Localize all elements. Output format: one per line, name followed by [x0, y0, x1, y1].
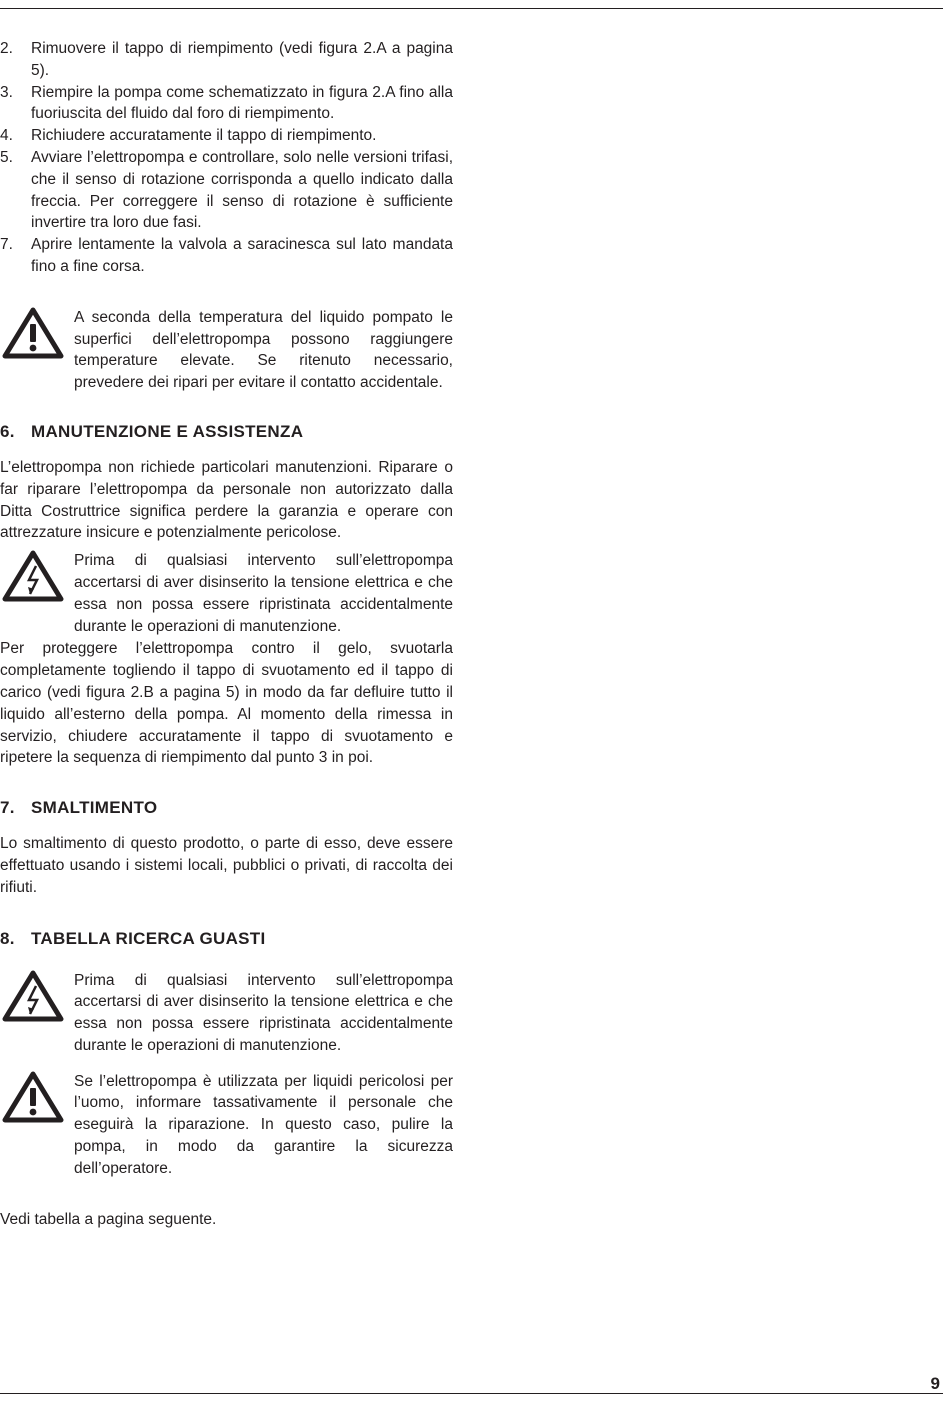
- list-item: 4. Richiudere accuratamente il tappo di riempimento.: [0, 127, 377, 145]
- electric-hazard-icon: [0, 550, 74, 637]
- bottom-rule: [0, 1393, 943, 1394]
- warning-icon: [0, 1071, 74, 1180]
- maintenance-intro: L’elettropompa non richiede particolari manutenzioni. Riparare o far riparare l’elettropompa da personale non autorizzato dalla Ditta Costruttrice significa perdere la garanzia e operare con attrezzature insicure e potenzialmente pericolose.: [0, 458, 453, 542]
- disposal-text: Lo smaltimento di questo prodotto, o parte di esso, deve essere effettuato usando i sistemi locali, pubblici o privati, di raccolta dei rifiuti.: [0, 835, 453, 896]
- electrical-warning-2: [0, 970, 453, 1057]
- see-table-text: Vedi tabella a pagina seguente.: [0, 1210, 217, 1228]
- section-7-heading: 7. SMALTIMENTO: [0, 798, 158, 818]
- frost-protection-text: Per proteggere l’elettropompa contro il gelo, svuotarla completamente togliendo il tappo di svuotamento ed il tappo di carico (vedi figura 2.B a pagina 5) in modo da far defluire tutto il liquido all’esterno della pompa. Al momento della rimessa in servizio, chiudere accuratamente il tappo di svuotamento e ripetere la sequenza di riempimento dal punto 3 in poi.: [0, 640, 453, 767]
- electrical-warning-1: [0, 550, 453, 637]
- temperature-warning-text: A seconda della temperatura del liquido pompato le superfici dell’elettropompa possono raggiungere temperature elevate. Se ritenuto necessario, prevedere dei ripari per evitare il contatto accidentale.: [74, 308, 453, 392]
- warning-icon: [0, 307, 74, 394]
- list-item: 5. Avviare l’elettropompa e controllare, solo nelle versioni trifasi, che il senso di rotazione corrisponda a quello indicato dalla freccia. Per correggere il senso di rotazione è sufficiente invertire tra loro due fasi.: [0, 148, 453, 232]
- text-column: [0, 38, 453, 1230]
- step-list: [0, 38, 453, 278]
- section-6-heading: 6. MANUTENZIONE E ASSISTENZA: [0, 421, 304, 441]
- page-number: 9: [930, 1374, 940, 1393]
- list-item: 7. Aprire lentamente la valvola a saracinesca sul lato mandata fino a fine corsa.: [0, 236, 453, 275]
- top-rule: [0, 8, 943, 9]
- hazardous-liquid-warning: [0, 1071, 453, 1180]
- hazardous-liquid-warning-text: Se l’elettropompa è utilizzata per liquidi pericolosi per l’uomo, informare tassativamente il personale che eseguirà la riparazione. In questo caso, pulire la pompa, in modo da garantire la sicurezza dell’operatore.: [74, 1072, 453, 1177]
- electrical-warning-2-text: Prima di qualsiasi intervento sull’elettropompa accertarsi di aver disinserito la tensione elettrica e che essa non possa essere ripristinata accidentalmente durante le operazioni di manutenzione.: [74, 971, 453, 1054]
- temperature-warning: [0, 307, 453, 394]
- electric-hazard-icon: [0, 970, 74, 1057]
- list-item: 2. Rimuovere il tappo di riempimento (vedi figura 2.A a pagina 5).: [0, 40, 453, 79]
- list-item: 3. Riempire la pompa come schematizzato in figura 2.A fino alla fuoriuscita del fluido dal foro di riempimento.: [0, 83, 453, 123]
- section-8-heading: 8. TABELLA RICERCA GUASTI: [0, 928, 266, 948]
- electrical-warning-1-text: Prima di qualsiasi intervento sull’elettropompa accertarsi di aver disinserito la tensione elettrica e che essa non possa essere ripristinata accidentalmente durante le operazioni di manutenzione.: [74, 552, 453, 635]
